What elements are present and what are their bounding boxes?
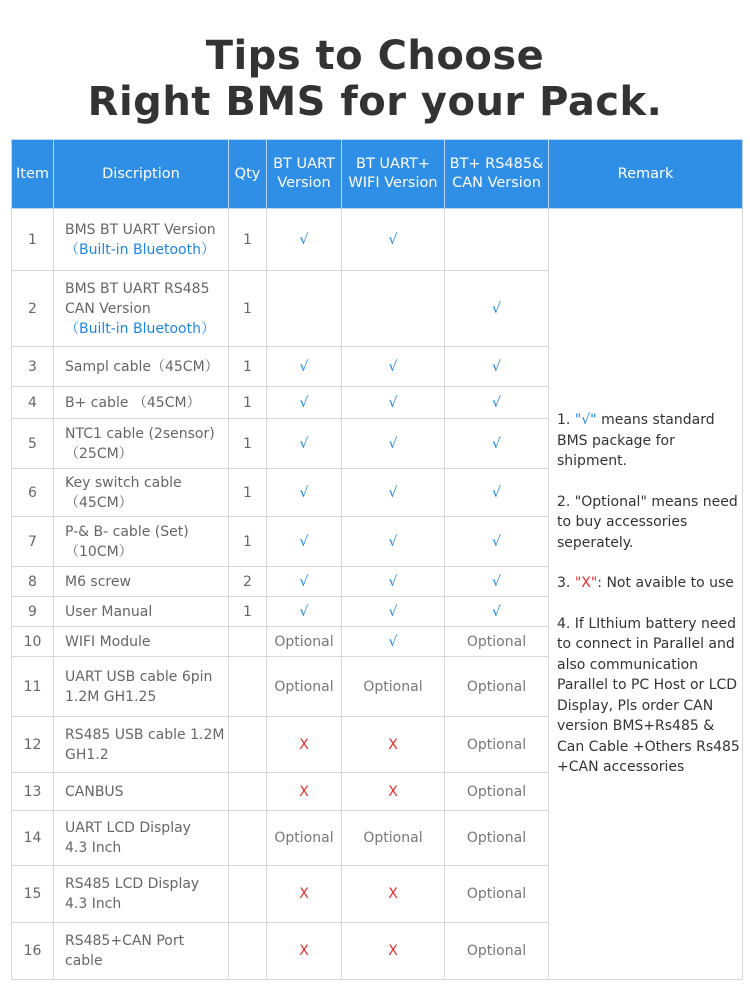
header-bt-can: BT+ RS485& CAN Version: [445, 140, 549, 209]
item-qty: 1: [229, 347, 267, 387]
cell-bt-uart: [267, 419, 342, 469]
header-item: Item: [12, 140, 54, 209]
item-description: Sampl cable（45CM）: [54, 347, 229, 387]
item-number: 7: [12, 517, 54, 567]
availability-mark: √: [388, 603, 398, 620]
item-number: 9: [12, 597, 54, 627]
cell-bt-can: [445, 657, 549, 717]
availability-mark: √: [492, 603, 501, 620]
cell-bt-uart: [267, 517, 342, 567]
cell-bt-can: [445, 866, 549, 923]
availability-mark: √: [299, 435, 309, 452]
remark-2: 2. "Optional" means need to buy accessories seperately.: [557, 493, 738, 551]
availability-mark: X: [299, 943, 309, 959]
item-qty: [229, 657, 267, 717]
item-description: UART USB cable 6pin 1.2M GH1.25: [54, 657, 229, 717]
availability-mark: X: [388, 886, 398, 902]
cell-bt-wifi: [342, 517, 445, 567]
availability-mark: √: [388, 394, 398, 411]
cell-bt-wifi: [342, 811, 445, 866]
availability-mark: √: [492, 300, 501, 317]
item-qty: 2: [229, 567, 267, 597]
availability-mark: √: [388, 533, 398, 550]
item-number: 3: [12, 347, 54, 387]
cell-bt-can: [445, 517, 549, 567]
availability-mark: Optional: [466, 736, 527, 753]
header-qty: Qty: [229, 140, 267, 209]
item-qty: 1: [229, 209, 267, 271]
availability-mark: Optional: [466, 943, 527, 959]
item-description: BMS BT UART Version （Built-in Bluetooth）: [54, 209, 229, 271]
cell-bt-can: [445, 717, 549, 773]
availability-mark: √: [388, 358, 398, 375]
cell-bt-can: [445, 271, 549, 347]
availability-mark: X: [388, 943, 398, 959]
availability-mark: √: [299, 484, 309, 501]
table-row: [12, 209, 743, 271]
item-number: 15: [12, 866, 54, 923]
item-description: M6 screw: [54, 567, 229, 597]
table-header-row: [12, 140, 743, 209]
builtin-bluetooth-note: （Built-in Bluetooth）: [65, 241, 215, 258]
cell-bt-uart: [267, 469, 342, 517]
availability-mark: √: [299, 358, 309, 375]
availability-mark: √: [492, 358, 501, 375]
availability-mark: Optional: [274, 678, 334, 695]
cell-bt-wifi: [342, 567, 445, 597]
availability-mark: X: [299, 736, 309, 753]
item-qty: [229, 717, 267, 773]
availability-mark: √: [299, 573, 309, 590]
availability-mark: Optional: [274, 830, 334, 846]
item-qty: [229, 773, 267, 811]
cell-bt-can: [445, 419, 549, 469]
cell-bt-can: [445, 773, 549, 811]
item-qty: 1: [229, 419, 267, 469]
availability-mark: √: [299, 533, 309, 550]
availability-mark: X: [299, 886, 309, 902]
item-qty: 1: [229, 517, 267, 567]
availability-mark: Optional: [466, 783, 527, 800]
item-description: WIFI Module: [54, 627, 229, 657]
cell-bt-can: [445, 209, 549, 271]
cell-bt-can: [445, 469, 549, 517]
cell-bt-wifi: [342, 657, 445, 717]
availability-mark: √: [299, 394, 309, 411]
item-qty: 1: [229, 469, 267, 517]
item-number: 11: [12, 657, 54, 717]
item-number: 1: [12, 209, 54, 271]
item-number: 4: [12, 387, 54, 419]
item-number: 12: [12, 717, 54, 773]
cell-bt-can: [445, 811, 549, 866]
cell-bt-wifi: [342, 271, 445, 347]
item-number: 5: [12, 419, 54, 469]
availability-mark: √: [492, 435, 501, 452]
item-description: RS485+CAN Port cable: [54, 923, 229, 980]
availability-mark: X: [299, 783, 309, 800]
item-qty: 1: [229, 271, 267, 347]
cell-bt-uart: [267, 717, 342, 773]
cell-bt-uart: [267, 773, 342, 811]
item-number: 16: [12, 923, 54, 980]
cell-bt-uart: [267, 811, 342, 866]
availability-mark: √: [299, 603, 309, 620]
cell-bt-can: [445, 347, 549, 387]
cell-bt-wifi: [342, 387, 445, 419]
item-qty: [229, 923, 267, 980]
cell-bt-uart: [267, 657, 342, 717]
cell-bt-can: [445, 387, 549, 419]
availability-mark: √: [299, 231, 309, 248]
header-description: Discription: [54, 140, 229, 209]
item-number: 14: [12, 811, 54, 866]
item-number: 8: [12, 567, 54, 597]
item-qty: [229, 627, 267, 657]
item-qty: [229, 866, 267, 923]
availability-mark: √: [388, 435, 398, 452]
item-number: 2: [12, 271, 54, 347]
cell-bt-wifi: [342, 773, 445, 811]
cell-bt-uart: [267, 387, 342, 419]
cell-bt-wifi: [342, 717, 445, 773]
cell-bt-wifi: [342, 419, 445, 469]
header-bt-wifi: BT UART+ WIFI Version: [342, 140, 445, 209]
builtin-bluetooth-note: （Built-in Bluetooth）: [65, 320, 215, 337]
header-bt-uart: BT UART Version: [267, 140, 342, 209]
cell-bt-uart: [267, 627, 342, 657]
header-remark: Remark: [549, 140, 743, 209]
cell-bt-uart: [267, 567, 342, 597]
remark-1: 1. "√" means standard BMS package for shipment.: [557, 412, 715, 470]
cell-bt-can: [445, 923, 549, 980]
cell-bt-wifi: [342, 597, 445, 627]
remark-4: 4. If LIthium battery need to connect in Parallel and also communication Parallel to PC Host or LCD Display, Pls order CAN version BMS+Rs485 & Can Cable +Others Rs485 +CAN accessories: [557, 615, 740, 776]
cell-bt-uart: [267, 923, 342, 980]
availability-mark: Optional: [466, 678, 527, 695]
availability-mark: √: [388, 573, 398, 590]
availability-mark: √: [388, 484, 398, 501]
cell-bt-wifi: [342, 866, 445, 923]
availability-mark: √: [492, 533, 501, 550]
page-title-line2: Right BMS for your Pack.: [87, 79, 663, 125]
item-description: Key switch cable （45CM）: [54, 469, 229, 517]
availability-mark: Optional: [466, 830, 527, 846]
cell-bt-uart: [267, 347, 342, 387]
availability-mark: Optional: [363, 678, 423, 695]
cell-bt-wifi: [342, 347, 445, 387]
cell-bt-uart: [267, 597, 342, 627]
item-qty: 1: [229, 597, 267, 627]
availability-mark: √: [492, 484, 501, 501]
availability-mark: √: [492, 394, 501, 411]
cell-bt-uart: [267, 209, 342, 271]
availability-mark: Optional: [466, 886, 527, 902]
cell-bt-wifi: [342, 923, 445, 980]
availability-mark: √: [492, 573, 501, 590]
availability-mark: √: [388, 231, 398, 248]
item-description: BMS BT UART RS485 CAN Version （Built-in Bluetooth）: [54, 271, 229, 347]
availability-mark: X: [388, 736, 398, 753]
cell-bt-uart: [267, 271, 342, 347]
item-description: B+ cable （45CM）: [54, 387, 229, 419]
item-qty: 1: [229, 387, 267, 419]
item-qty: [229, 811, 267, 866]
cell-bt-uart: [267, 866, 342, 923]
cell-bt-can: [445, 567, 549, 597]
remark-3: 3. "X": Not avaible to use: [557, 575, 734, 592]
page-title-line1: Tips to Choose: [205, 33, 545, 79]
item-description: User Manual: [54, 597, 229, 627]
item-number: 6: [12, 469, 54, 517]
item-description: NTC1 cable (2sensor) （25CM）: [54, 419, 229, 469]
item-number: 10: [12, 627, 54, 657]
item-number: 13: [12, 773, 54, 811]
cell-bt-wifi: [342, 209, 445, 271]
remark-cell: [549, 209, 743, 980]
item-description: UART LCD Display 4.3 Inch: [54, 811, 229, 866]
cell-bt-wifi: [342, 627, 445, 657]
cell-bt-wifi: [342, 469, 445, 517]
bms-comparison-table: [11, 139, 743, 980]
item-description: P-& B- cable (Set) （10CM）: [54, 517, 229, 567]
availability-mark: Optional: [466, 633, 527, 650]
availability-mark: Optional: [363, 830, 423, 846]
item-description: RS485 LCD Display 4.3 Inch: [54, 866, 229, 923]
availability-mark: Optional: [274, 633, 334, 650]
availability-mark: √: [388, 633, 398, 650]
item-description: CANBUS: [54, 773, 229, 811]
item-description: RS485 USB cable 1.2M GH1.2: [54, 717, 229, 773]
cell-bt-can: [445, 597, 549, 627]
availability-mark: X: [388, 783, 398, 800]
cell-bt-can: [445, 627, 549, 657]
